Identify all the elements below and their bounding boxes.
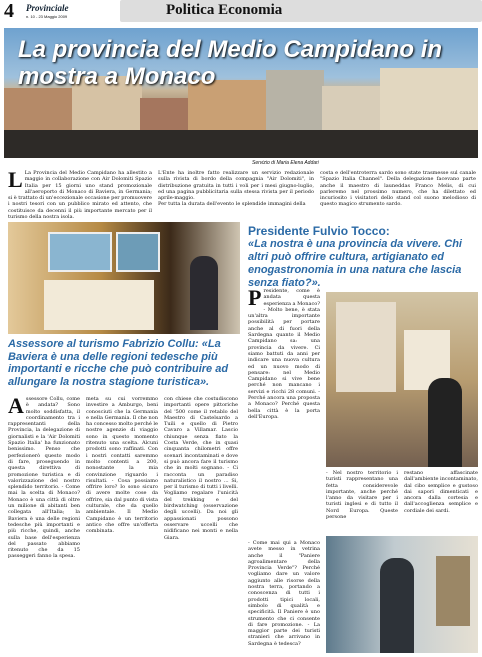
hero-image [4,28,478,158]
drop-cap: L [8,170,23,192]
col-2: meta su cui vorremmo investire a Amburgo, beni conosciuti che la Germania e nella Germania. Il che non ha concesso molto perché le nostre agenzie di viaggio sono in questo momento ritenuto una scelta. Alcuni prodotti sono raffinati. Con i nostri contatti saremmo molto contenti a 200, nonostante la mia convinzione riguardo i risultati. - Cosa possiamo offrire loro? Io sono sicuro di avere molte cose da offrire, sia dal punto di vista culturale, che da quello ambientale. Il Medio Campidano è un territorio antico che offre un'offerta combinata. [86,396,158,535]
col-1: Assessore Collu, come è andata? Sono molto soddisfatta, il coordinamento tra i rappresentanti della Provincia, la delegazione di giornalisti e la 'Air Dolomiti Spazio Italia' ha funzionato benissimo. Penso che perfezionerò questo modo di fare, proseguendo in questa direttiva di promozione turistica e di valorizzazione del nostro splendido territorio. - Come mai la scelta di Monaco? Monaco è una città di oltre un milione di abitanti ben collegata all'Italia; la Baviera è una delle regioni tedesche più importanti e più ricche, quindi, anche sulla base dell'esperienza del passato abbiamo ritenuto che da 15 passeggeri fanno la spesa. [8,396,80,560]
intro-col-left: L La Provincia del Medio Campidano ha allestito a maggio in collaborazione con Air Dolomiti Spazio Italia per 15 giorni uno stand promozionale all'aeroporto di Monaco di Baviera, in Germania; si è trattato di un'eccezionale occasione per promuovere i nostri tesori con un pubblico mirato ed attento, che costituisce da decenni il più importante mercato per il turismo della nostra isola. [8,170,152,220]
col-3: con chiese che costudiscono importanti opere pittoriche del '500 come il retablo del Maestro di Castelsardo a Tuili e quello di Pietro Cavaro a Villamar. Lascio chiunque senza fiato la Costa Verde, che in quasi cinquanta chilometri offre scenari incontaminati e dove si può ancora fare il turismo che in molti sognano. - Ci racconta un paradiso naturalistico il nostro ... Si, per il turismo di tutti i livelli. Vogliamo regalare l'unicità del trekking e del birdwatching (osservazione degli uccelli). Da noi gli appassionati possono osservare uccelli che nidificano nei monti e nella Giara. [164,396,238,541]
president-photo [326,292,478,467]
masthead-issue: n. 10 - 23 Maggio 2009 [26,14,68,19]
section-banner [120,0,482,22]
right-quote: «La nostra è una provincia da vivere. Chi altri può offrire cultura, artigianato ed enogastronomia in una natura che lascia senza fiato?». [248,238,462,289]
col-6: restano affascinate dall'ambiente incontaminato, dal cibo semplice e gustoso dai sapori dimenticati e ancora dalla cortesia e dall'accoglienza semplice e cordiale dei sardi. [404,470,478,514]
drop-cap: P [248,288,262,310]
col-7: - Come mai qui a Monaco avete messo in vetrina anche il "Paniere agroalimentare della Provincia Verde"? Perché vogliamo dare un valore aggiunto alle risorse della nostra terra, portando a conoscenza di tutti i prodotti tipici locali, simbolo di qualità e specificità. Il Paniere è uno strumento che ci consente di fare promozione. - La maggior parte dei turisti stranieri che arrivano in Sardegna è tedesca? [248,540,320,647]
drop-cap: A [8,396,24,418]
page-header [0,0,482,26]
stand-photo [8,222,240,334]
photo-credit: Servizio di Maria Elena Addari [252,160,319,166]
interview-photo [326,536,478,653]
intro-col-mid: L'Ente ha inoltre fatto realizzare un servizio redazionale sulla rivista di bordo della compagnia "Air Dolomiti", in distribuzione gratuita in tutti i voli per i mesi giugno-luglio, ed una pagina pubblicitaria sulla stessa rivista per il periodo aprile-maggio. Per tutta la durata dell'evento le splendide immagini della [158,170,314,208]
col-5: - Nel nostro territorio i turisti rappresentano una fetta considerevole importante, anche perché l'anno da visitare per i turisti inglesi e di tutto il Nord Europa. Queste persone [326,470,398,521]
page-number: 4 [4,0,14,22]
headline: La provincia del Medio Campidano in mostra a Monaco [18,36,443,90]
masthead: Provinciale [26,3,69,13]
col-4: Presidente, come è andata questa esperienza a Monaco? - Molto bene, è stata un'altra importante possibilità per portare anche al di fuori della Sardegna quanto il Medio Campidano sa: una provincia da vivere. Ci siamo battuti da anni per indicare una nuova cultura ed un nuovo modo di pensare: nel Medio Campidano si vive bene perché non mancano i servizi e ricchi 28 comuni. - Perché ancora una proposta a Monaco? Perché questa bella città è la porta dell'Europa. [248,288,320,420]
intro-col-right: costa e dell'entroterra sardo sono state trasmesse sul canale "Spazio Italia Channel". Della delegazione facevano parte anche il maestro di launeddas Franco Melis, di cui parleremo nel prossimo numero, che ha dilettato ed incuriosito i visitatori dello stand col suono melodioso di questo magico strumento sardo. [320,170,476,208]
left-quote: Assessore al turismo Fabrizio Collu: «La Baviera è una delle regioni tedesche più importanti e ricche che può contribuire ad allungare la nostra stagione turistica». [8,338,229,388]
president-label: Presidente Fulvio Tocco: [248,224,390,238]
section-title: Politica Economia [166,2,283,18]
